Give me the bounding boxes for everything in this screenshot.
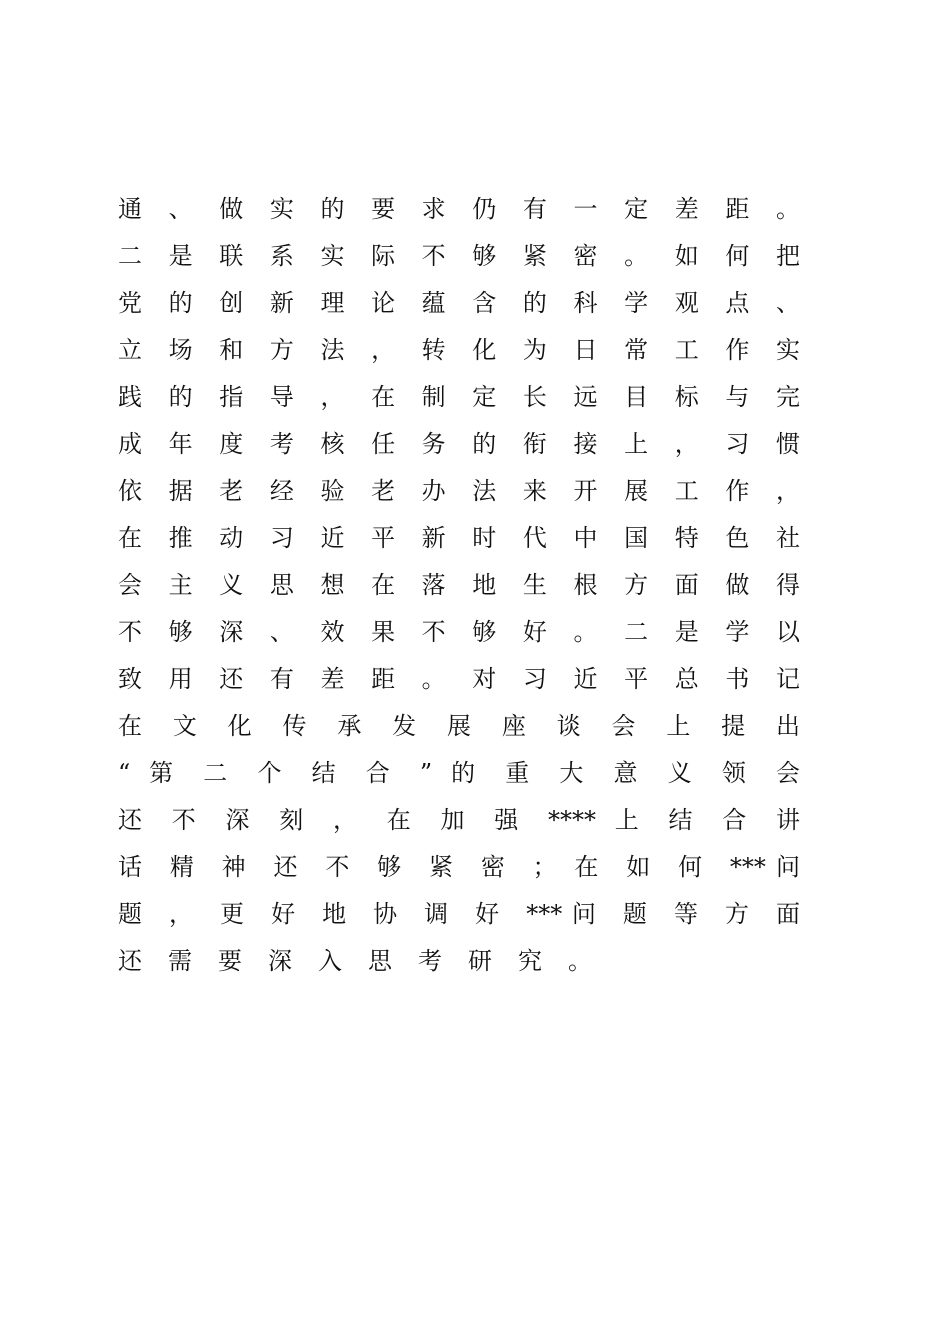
text-line: 致 用 还 有 差 距 。 对 习 近 平 总 书 记	[118, 665, 800, 693]
text-line: 践 的 指 导 ， 在 制 定 长 远 目 标 与 完	[118, 383, 800, 411]
text-line: 通 、 做 实 的 要 求 仍 有 一 定 差 距 。	[118, 195, 800, 223]
text-line: 不 够 深 、 效 果 不 够 好 。 二 是 学 以	[118, 618, 800, 646]
text-line: 立 场 和 方 法 ， 转 化 为 日 常 工 作 实	[118, 336, 800, 364]
text-line: 成 年 度 考 核 任 务 的 衔 接 上 ， 习 惯	[118, 430, 800, 458]
text-line: 依 据 老 经 验 老 办 法 来 开 展 工 作 ，	[118, 477, 800, 505]
text-line: 会 主 义 思 想 在 落 地 生 根 方 面 做 得	[118, 571, 800, 599]
text-line: 在 推 动 习 近 平 新 时 代 中 国 特 色 社	[118, 524, 800, 552]
text-line: “ 第 二 个 结 合 ” 的 重 大 意 义 领 会	[118, 759, 800, 787]
text-line: 题 ， 更 好 地 协 调 好 ***问 题 等 方 面	[118, 900, 800, 928]
body-paragraph	[118, 186, 800, 985]
text-line-last: 还需要深入思考研究。	[118, 947, 618, 975]
text-line: 还 不 深 刻 ， 在 加 强 **** 上 结 合 讲	[118, 806, 800, 834]
text-line: 党 的 创 新 理 论 蕴 含 的 科 学 观 点 、	[118, 289, 800, 317]
text-line: 在 文 化 传 承 发 展 座 谈 会 上 提 出	[118, 712, 800, 740]
text-line: 话 精 神 还 不 够 紧 密 ； 在 如 何 ***问	[118, 853, 800, 881]
text-line: 二 是 联 系 实 际 不 够 紧 密 。 如 何 把	[118, 242, 800, 270]
